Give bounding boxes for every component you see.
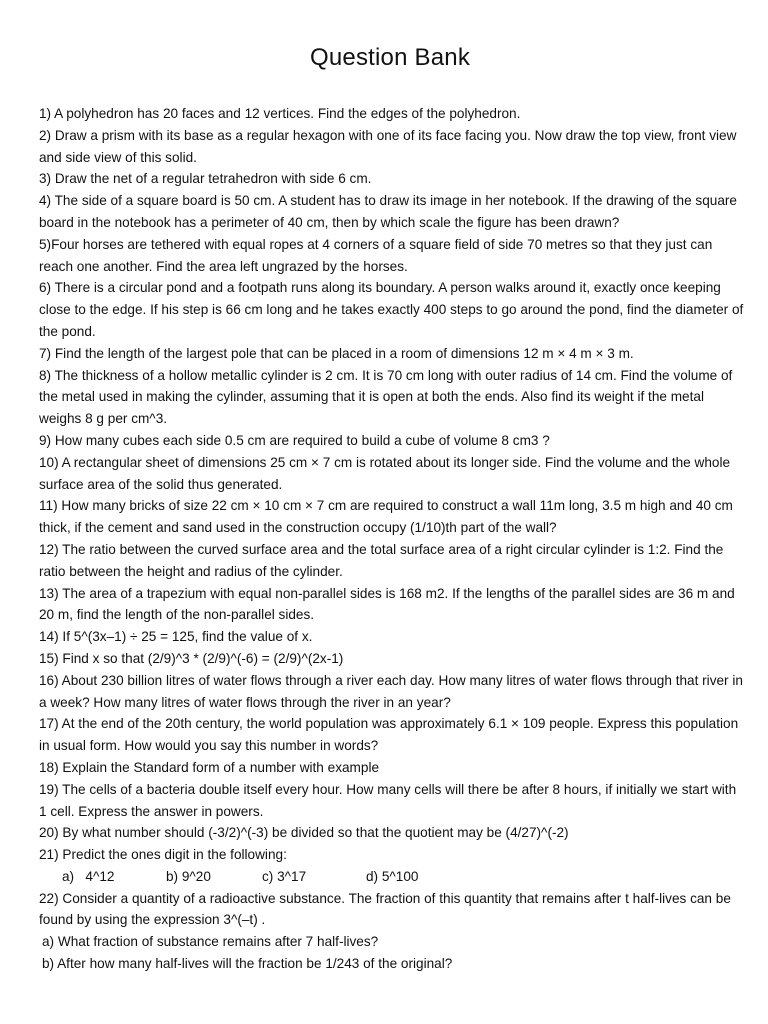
question-13: 13) The area of a trapezium with equal non-parallel sides is 168 m2. If the lengths of the parallel sides are 36 m and 20 m, find the length of the non-parallel sides. (39, 585, 735, 623)
question-22-part-a: a) What fraction of substance remains after 7 half-lives? (42, 934, 379, 950)
question-21-options (39, 866, 744, 888)
question-1: 1) A polyhedron has 20 faces and 12 vertices. Find the edges of the polyhedron. (39, 106, 521, 121)
page-title: Question Bank (309, 44, 471, 71)
option-c: c) 3^17 (262, 868, 307, 884)
question-9: 9) How many cubes each side 0.5 cm are required to build a cube of volume 8 cm3 ? (39, 432, 550, 448)
question-17: 17) At the end of the 20th century, the world population was approximately 6.1 × 109 people. Express this population in usual form. How would you say this number in words? (39, 716, 739, 754)
question-list (39, 103, 744, 975)
question-19: 19) The cells of a bacteria double itself every hour. How many cells will there be after 8 hours, if initially we start with 1 cell. Express the answer in powers. (39, 781, 737, 819)
question-7: 7) Find the length of the largest pole that can be placed in a room of dimensions 12 m × 4 m × 3 m. (39, 345, 634, 361)
option-b: b) 9^20 (166, 868, 211, 884)
question-2: 2) Draw a prism with its base as a regular hexagon with one of its face facing you. Now draw the top view, front view and side view of this solid. (39, 127, 737, 165)
question-20: 20) By what number should (-3/2)^(-3) be divided so that the quotient may be (4/27)^(-2) (39, 825, 569, 841)
question-5: 5)Four horses are tethered with equal ropes at 4 corners of a square field of side 70 metres so that they just can reach one another. Find the area left ungrazed by the horses. (39, 236, 713, 274)
question-6: 6) There is a circular pond and a footpath runs along its boundary. A person walks around it, exactly once keeping close to the edge. If his step is 66 cm long and he takes exactly 400 steps to go around the pond, find the diameter of the pond. (39, 280, 744, 339)
question-16: 16) About 230 billion litres of water flows through a river each day. How many litres of water flows through that river in a week? How many litres of water flows through the river in an year? (39, 672, 743, 710)
option-d: d) 5^100 (366, 868, 419, 884)
question-11: 11) How many bricks of size 22 cm × 10 cm × 7 cm are required to construct a wall 11m long, 3.5 m high and 40 cm thick, if the cement and sand used in the construction occupy (1/10)th part of the wall? (39, 498, 733, 536)
question-10: 10) A rectangular sheet of dimensions 25 cm × 7 cm is rotated about its longer side. Find the volume and the whole surface area of the solid thus generated. (39, 454, 731, 492)
question-21: 21) Predict the ones digit in the following: (39, 847, 287, 863)
question-12: 12) The ratio between the curved surface area and the total surface area of a right circular cylinder is 1:2. Find the ratio between the height and radius of the cylinder. (39, 541, 724, 579)
question-18: 18) Explain the Standard form of a number with example (39, 759, 380, 775)
question-4: 4) The side of a square board is 50 cm. A student has to draw its image in her notebook. If the drawing of the square board in the notebook has a perimeter of 40 cm, then by which scale the figure has been drawn? (39, 193, 737, 230)
question-22: 22) Consider a quantity of a radioactive substance. The fraction of this quantity that remains after t half-lives can be found by using the expression 3^(–t) . (39, 890, 731, 928)
question-3: 3) Draw the net of a regular tetrahedron with side 6 cm. (39, 171, 372, 187)
question-8: 8) The thickness of a hollow metallic cylinder is 2 cm. It is 70 cm long with outer radius of 14 cm. Find the volume of the metal used in making the cylinder, assuming that it is open at both the ends. Also find its weight if the metal weighs 8 g per cm^3. (39, 367, 733, 427)
option-a: a) 4^12 (62, 868, 115, 884)
question-14: 14) If 5^(3x–1) ÷ 25 = 125, find the value of x. (39, 629, 313, 645)
question-15: 15) Find x so that (2/9)^3 * (2/9)^(-6) = (2/9)^(2x-1) (39, 650, 344, 666)
question-22-part-b: b) After how many half-lives will the fraction be 1/243 of the original? (42, 956, 453, 972)
